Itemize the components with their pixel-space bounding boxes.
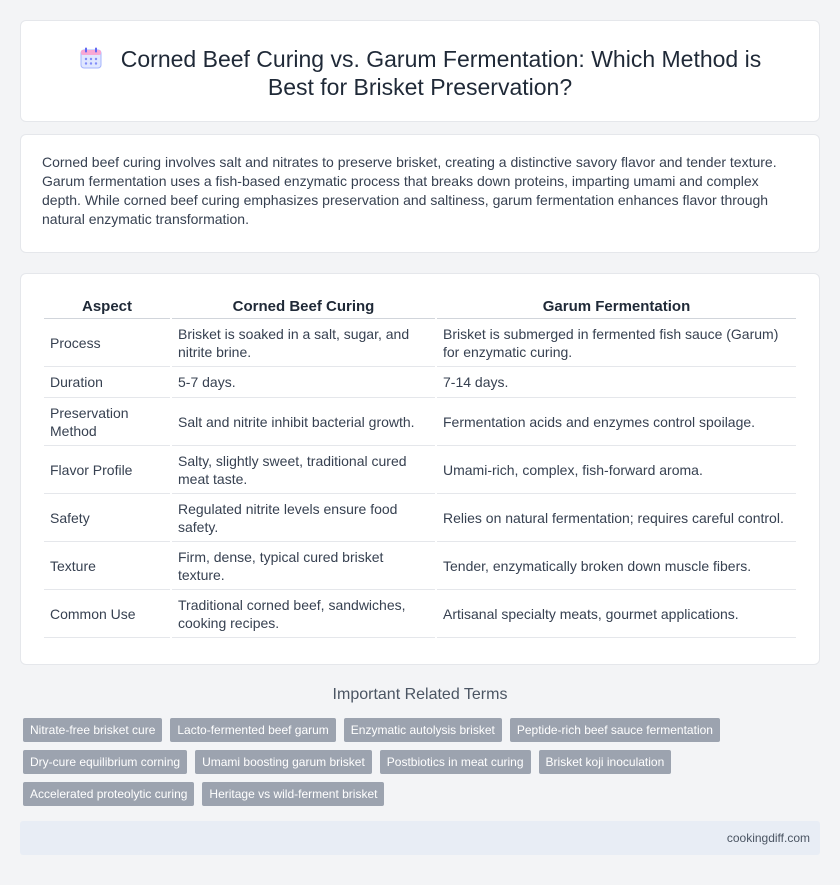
related-terms-title: Important Related Terms [332, 686, 508, 703]
related-term-tag[interactable]: Nitrate-free brisket cure [23, 718, 162, 742]
cell-corned: Salt and nitrite inhibit bacterial growth. [172, 398, 435, 446]
related-term-tag[interactable]: Accelerated proteolytic curing [23, 782, 194, 806]
tag-row [23, 718, 803, 742]
cell-aspect: Texture [44, 542, 170, 590]
cell-aspect: Process [44, 319, 170, 367]
cell-corned: Salty, slightly sweet, traditional cured meat taste. [172, 446, 435, 494]
table-row [44, 398, 796, 446]
cell-corned: Regulated nitrite levels ensure food safety. [172, 494, 435, 542]
comparison-table [42, 294, 798, 638]
related-terms-tags [23, 718, 803, 814]
cell-garum: Brisket is submerged in fermented fish sauce (Garum) for enzymatic curing. [437, 319, 796, 367]
cell-corned: Firm, dense, typical cured brisket texture. [172, 542, 435, 590]
cell-garum: Artisanal specialty meats, gourmet applications. [437, 590, 796, 638]
cell-aspect: Safety [44, 494, 170, 542]
footer-site-link[interactable]: cookingdiff.com [726, 831, 810, 845]
related-term-tag[interactable]: Brisket koji inoculation [539, 750, 672, 774]
table-header-row [44, 294, 796, 319]
cell-garum: Tender, enzymatically broken down muscle fibers. [437, 542, 796, 590]
title-card [20, 20, 820, 122]
footer [20, 821, 820, 855]
summary-text: Corned beef curing involves salt and nitrates to preserve brisket, creating a distinctive savory flavor and tender texture. Garum fermentation uses a fish-based enzymatic process that breaks down proteins, imparting umami and complex depth. While corned beef curing emphasizes preservation and saltiness, garum fermentation enhances flavor through natural enzymatic transformation. [42, 154, 777, 227]
related-term-tag[interactable]: Peptide-rich beef sauce fermentation [510, 718, 720, 742]
cell-garum: Relies on natural fermentation; requires careful control. [437, 494, 796, 542]
header-corned-beef-curing: Corned Beef Curing [172, 294, 435, 319]
related-term-tag[interactable]: Heritage vs wild-ferment brisket [202, 782, 384, 806]
cell-garum: Umami-rich, complex, fish-forward aroma. [437, 446, 796, 494]
cell-aspect: Common Use [44, 590, 170, 638]
cell-corned: Traditional corned beef, sandwiches, cooking recipes. [172, 590, 435, 638]
cell-aspect: Preservation Method [44, 398, 170, 446]
calendar-icon [79, 46, 103, 70]
cell-corned: 5-7 days. [172, 367, 435, 398]
comparison-card [20, 273, 820, 665]
table-row [44, 367, 796, 398]
table-row [44, 590, 796, 638]
cell-aspect: Flavor Profile [44, 446, 170, 494]
related-term-tag[interactable]: Postbiotics in meat curing [380, 750, 531, 774]
table-row [44, 494, 796, 542]
page-title-wrap [61, 45, 779, 101]
cell-corned: Brisket is soaked in a salt, sugar, and nitrite brine. [172, 319, 435, 367]
header-aspect: Aspect [44, 294, 170, 319]
related-term-tag[interactable]: Lacto-fermented beef garum [170, 718, 335, 742]
table-row [44, 446, 796, 494]
tag-row [23, 782, 803, 806]
table-row [44, 319, 796, 367]
tag-row [23, 750, 803, 774]
table-row [44, 542, 796, 590]
related-term-tag[interactable]: Enzymatic autolysis brisket [344, 718, 502, 742]
page-title: Corned Beef Curing vs. Garum Fermentation: Which Method is Best for Brisket Preservation? [120, 46, 762, 100]
summary-card [20, 134, 820, 253]
related-term-tag[interactable]: Umami boosting garum brisket [195, 750, 372, 774]
header-garum-fermentation: Garum Fermentation [437, 294, 796, 319]
cell-garum: Fermentation acids and enzymes control spoilage. [437, 398, 796, 446]
related-term-tag[interactable]: Dry-cure equilibrium corning [23, 750, 187, 774]
cell-aspect: Duration [44, 367, 170, 398]
cell-garum: 7-14 days. [437, 367, 796, 398]
